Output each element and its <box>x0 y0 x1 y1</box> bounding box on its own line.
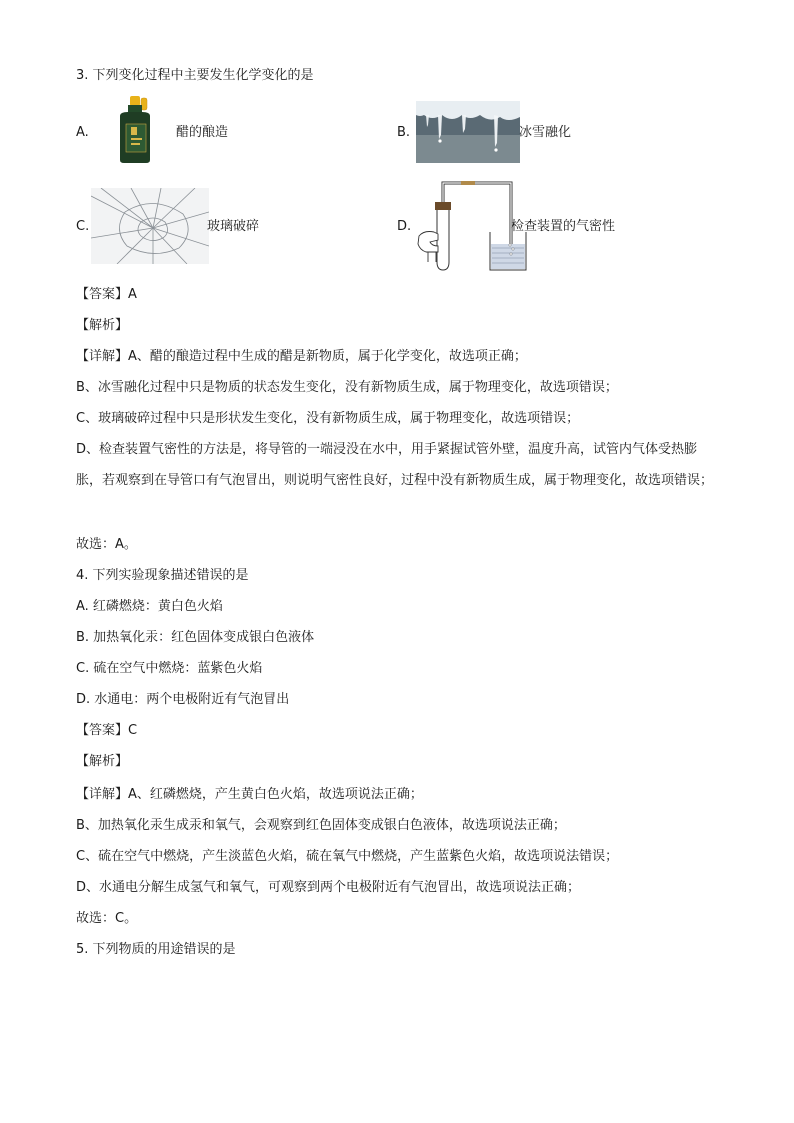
broken-glass-image <box>91 188 209 264</box>
q3-analysis-label: 【解析】 <box>76 318 129 333</box>
q4-answer: 【答案】C <box>76 723 138 738</box>
q5-stem: 5. 下列物质的用途错误的是 <box>76 942 236 957</box>
q3-detail-d: D、检查装置气密性的方法是，将导管的一端浸没在水中，用手紧握试管外壁，温度升高，试管内气体受热膨胀，若观察到在导管口有气泡冒出，则说明气密性良好，过程中没有新物质生成，属于物理变化，故选项错误； <box>76 442 714 488</box>
q3-answer: 【答案】A <box>76 287 137 302</box>
q3-option-b-text: 冰雪融化 <box>519 125 572 140</box>
q4-option-b: B. 加热氧化汞：红色固体变成银白色液体 <box>76 630 315 645</box>
q3-stem: 3. 下列变化过程中主要发生化学变化的是 <box>76 68 314 83</box>
q4-detail-d: D、水通电分解生成氢气和氧气，可观察到两个电极附近有气泡冒出，故选项说法正确； <box>76 880 581 895</box>
q4-option-a: A. 红磷燃烧：黄白色火焰 <box>76 599 223 614</box>
q3-option-d-text: 检查装置的气密性 <box>511 219 616 234</box>
q4-stem: 4. 下列实验现象描述错误的是 <box>76 568 249 583</box>
q4-detail-b: B、加热氧化汞生成汞和氧气，会观察到红色固体变成银白色液体，故选项说法正确； <box>76 818 566 833</box>
q3-option-d-letter: D. <box>397 219 412 234</box>
q4-option-d: D. 水通电：两个电极附近有气泡冒出 <box>76 692 290 707</box>
q3-detail-b: B、冰雪融化过程中只是物质的状态发生变化，没有新物质生成，属于物理变化，故选项错误； <box>76 380 618 395</box>
q3-option-c-text: 玻璃破碎 <box>207 219 260 234</box>
q3-detail-a: 【详解】A、醋的酿造过程中生成的醋是新物质，属于化学变化，故选项正确； <box>76 349 527 364</box>
vinegar-bottle-image <box>108 94 164 164</box>
q4-detail-c: C、硫在空气中燃烧，产生淡蓝色火焰，硫在氧气中燃烧，产生蓝紫色火焰，故选项说法错误； <box>76 849 619 864</box>
q3-option-c-letter: C. <box>76 219 90 234</box>
q3-option-a-letter: A. <box>76 125 89 140</box>
melting-ice-image <box>416 101 520 163</box>
q3-detail-c: C、玻璃破碎过程中只是形状发生变化，没有新物质生成，属于物理变化，故选项错误； <box>76 411 580 426</box>
q4-analysis-label: 【解析】 <box>76 754 129 769</box>
q3-option-a-text: 醋的酿造 <box>176 125 229 140</box>
q4-conclusion: 故选：C。 <box>76 911 138 926</box>
q3-conclusion: 故选：A。 <box>76 537 137 552</box>
q4-detail-a: 【详解】A、红磷燃烧，产生黄白色火焰，故选项说法正确； <box>76 787 423 802</box>
q4-option-c: C. 硫在空气中燃烧：蓝紫色火焰 <box>76 661 263 676</box>
q3-option-b-letter: B. <box>397 125 411 140</box>
